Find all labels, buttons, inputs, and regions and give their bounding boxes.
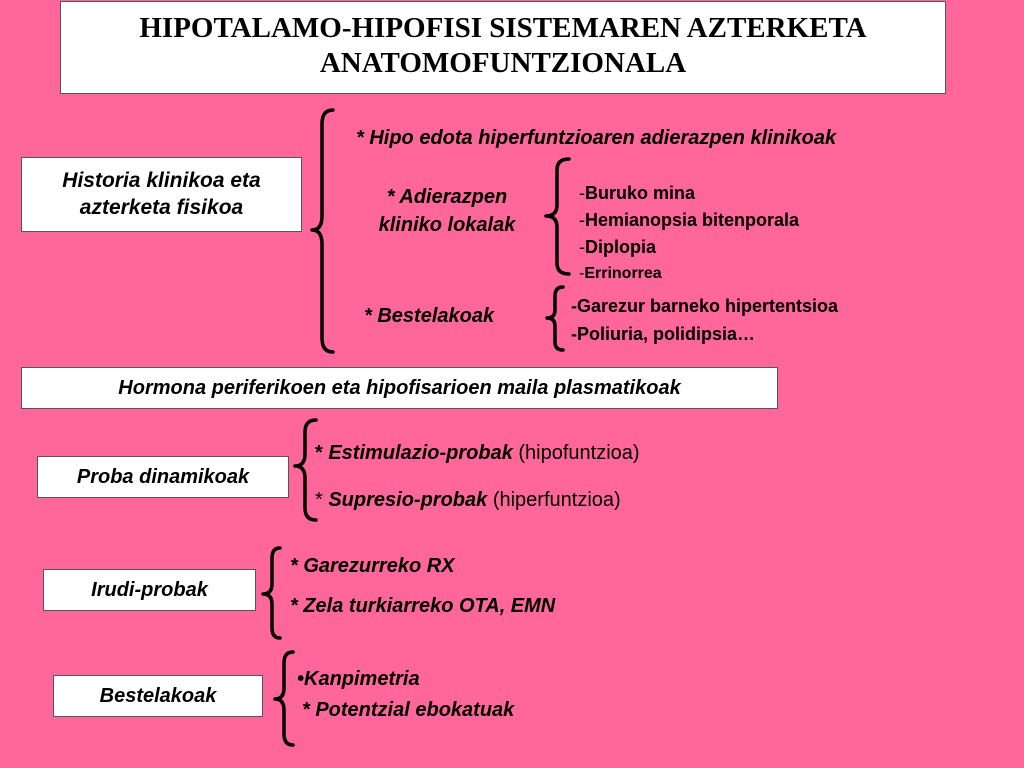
stimulation-prefix: * [315, 442, 329, 464]
others-signs-label: * Bestelakoak [364, 305, 495, 327]
clinical-signs-item: * Hipo edota hiperfuntzioaren adierazpen klinikoak [356, 127, 837, 149]
suppression-prefix: * [315, 489, 329, 511]
local-item-dash: - [579, 210, 585, 230]
suppression-label: Supresio-probak [328, 489, 488, 511]
others-item-polyuria: -Poliuria, polidipsia… [571, 324, 756, 344]
local-item-text: Buruko mina [585, 183, 696, 203]
title-line-1: HIPOTALAMO-HIPOFISI SISTEMAREN AZTERKETA [139, 12, 867, 44]
stimulation-label: Estimulazio-probak [328, 442, 513, 464]
stimulation-note: (hipofuntzioa) [512, 442, 640, 464]
others-item-hypertension: -Garezur barneko hipertentsioa [571, 296, 839, 316]
local-item-dash: - [579, 265, 585, 282]
other-tests-box: Bestelakoak [53, 675, 263, 717]
local-item-dash: - [579, 237, 585, 257]
local-item-dash: - [579, 183, 585, 203]
imaging-item-xray: * Garezurreko RX [290, 555, 455, 577]
suppression-note: (hiperfuntzioa) [487, 489, 621, 511]
local-signs-line-2: kliniko lokalak [378, 214, 516, 236]
other-item-evoked-potentials: * Potentzial ebokatuak [302, 699, 515, 721]
imaging-item-ct-mri: * Zela turkiarreko OTA, EMN [290, 595, 556, 617]
title-line-2: ANATOMOFUNTZIONALA [319, 47, 687, 79]
hormones-box: Hormona periferikoen eta hipofisarioen maila plasmatikoak [21, 367, 778, 409]
history-box-line-2: azterketa fisikoa [79, 195, 244, 219]
other-item-campimetry: •Kanpimetria [297, 668, 420, 690]
local-signs-line-1: * Adierazpen [386, 186, 508, 208]
history-box-line-1: Historia klinikoa eta [62, 169, 261, 193]
imaging-tests-box: Irudi-probak [43, 569, 256, 611]
dynamic-tests-box: Proba dinamikoak [37, 456, 289, 498]
local-item-text: Diplopia [585, 237, 656, 257]
local-item-text: Errinorrea [584, 265, 662, 282]
local-item-text: Hemianopsia bitenporala [585, 210, 800, 230]
